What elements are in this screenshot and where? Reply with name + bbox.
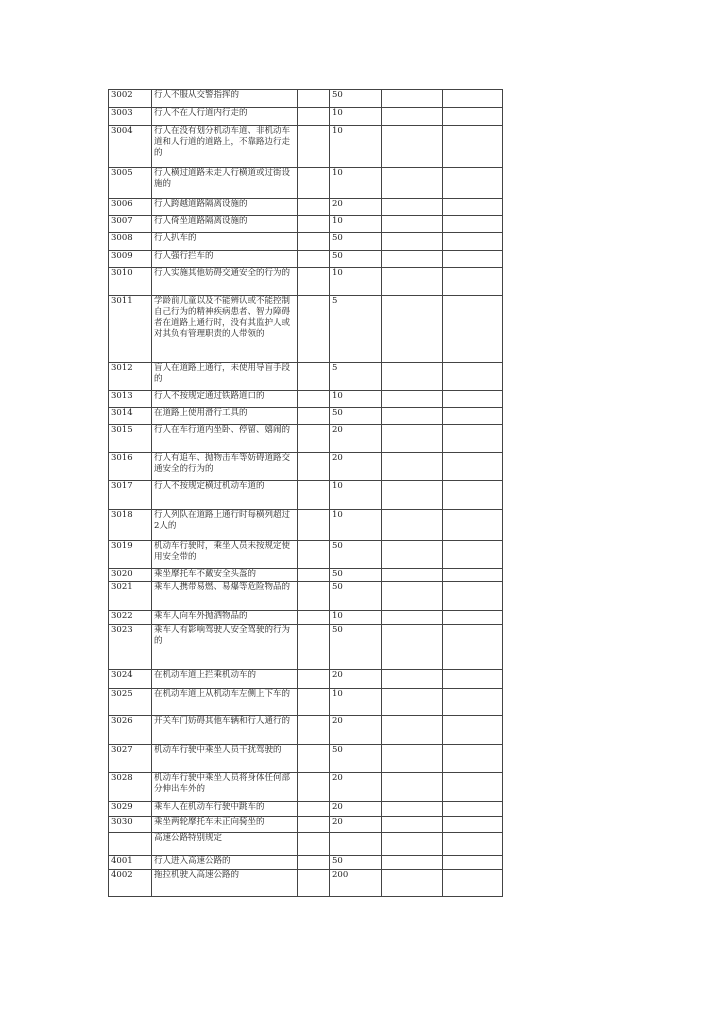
row-code: 3015 xyxy=(109,425,152,453)
row-code: 3002 xyxy=(109,90,152,108)
table-body xyxy=(109,90,503,897)
row-empty-cell xyxy=(443,611,503,625)
row-points: 20 xyxy=(330,425,382,453)
row-code: 3028 xyxy=(109,773,152,802)
row-description: 行人横过道路未走人行横道或过街设施的 xyxy=(152,168,298,199)
row-empty-cell xyxy=(382,870,443,897)
row-empty-cell xyxy=(382,108,443,126)
row-points: 50 xyxy=(330,745,382,773)
row-code: 4002 xyxy=(109,870,152,897)
table-row xyxy=(109,856,503,870)
row-code: 3007 xyxy=(109,216,152,233)
row-empty-cell xyxy=(298,233,330,251)
row-points: 20 xyxy=(330,817,382,833)
row-points: 10 xyxy=(330,689,382,716)
row-code: 3013 xyxy=(109,391,152,408)
row-empty-cell xyxy=(382,670,443,689)
row-empty-cell xyxy=(382,802,443,817)
row-empty-cell xyxy=(298,216,330,233)
row-empty-cell xyxy=(298,670,330,689)
row-empty-cell xyxy=(382,716,443,745)
row-empty-cell xyxy=(382,833,443,856)
row-empty-cell xyxy=(443,268,503,296)
row-empty-cell xyxy=(298,856,330,870)
row-empty-cell xyxy=(382,611,443,625)
row-points: 20 xyxy=(330,453,382,481)
table-row xyxy=(109,108,503,126)
row-description: 行人倚坐道路隔离设施的 xyxy=(152,216,298,233)
row-empty-cell xyxy=(298,268,330,296)
row-empty-cell xyxy=(382,745,443,773)
table-row xyxy=(109,90,503,108)
row-empty-cell xyxy=(382,268,443,296)
row-code: 3018 xyxy=(109,510,152,541)
row-empty-cell xyxy=(298,168,330,199)
row-empty-cell xyxy=(382,233,443,251)
row-points: 10 xyxy=(330,168,382,199)
row-empty-cell xyxy=(443,833,503,856)
row-description: 行人强行拦车的 xyxy=(152,251,298,268)
row-empty-cell xyxy=(298,510,330,541)
row-description: 行人有追车、抛物击车等妨碍道路交通安全的行为的 xyxy=(152,453,298,481)
row-points: 10 xyxy=(330,126,382,168)
table-row xyxy=(109,745,503,773)
row-code: 3017 xyxy=(109,481,152,510)
table-row xyxy=(109,391,503,408)
row-empty-cell xyxy=(443,745,503,773)
row-points: 10 xyxy=(330,391,382,408)
row-empty-cell xyxy=(443,689,503,716)
row-points: 10 xyxy=(330,611,382,625)
row-empty-cell xyxy=(443,363,503,391)
row-points: 10 xyxy=(330,481,382,510)
row-empty-cell xyxy=(382,453,443,481)
row-code: 3024 xyxy=(109,670,152,689)
row-points: 50 xyxy=(330,625,382,670)
row-empty-cell xyxy=(298,251,330,268)
row-empty-cell xyxy=(382,296,443,363)
row-empty-cell xyxy=(382,391,443,408)
table-row xyxy=(109,168,503,199)
row-empty-cell xyxy=(443,569,503,582)
row-code: 3020 xyxy=(109,569,152,582)
row-description: 在道路上使用滑行工具的 xyxy=(152,408,298,425)
row-points: 200 xyxy=(330,870,382,897)
row-empty-cell xyxy=(443,296,503,363)
row-points: 20 xyxy=(330,670,382,689)
row-code: 3026 xyxy=(109,716,152,745)
row-points: 50 xyxy=(330,856,382,870)
row-points: 20 xyxy=(330,802,382,817)
row-empty-cell xyxy=(298,108,330,126)
table-row xyxy=(109,481,503,510)
row-empty-cell xyxy=(382,569,443,582)
row-points: 10 xyxy=(330,108,382,126)
row-points: 20 xyxy=(330,716,382,745)
row-empty-cell xyxy=(443,108,503,126)
row-empty-cell xyxy=(443,425,503,453)
row-code: 3016 xyxy=(109,453,152,481)
row-empty-cell xyxy=(443,625,503,670)
table-row xyxy=(109,773,503,802)
row-points: 50 xyxy=(330,251,382,268)
row-description: 行人不按规定横过机动车道的 xyxy=(152,481,298,510)
row-empty-cell xyxy=(443,199,503,216)
row-empty-cell xyxy=(443,453,503,481)
row-points: 50 xyxy=(330,90,382,108)
table-row xyxy=(109,817,503,833)
row-empty-cell xyxy=(298,582,330,611)
row-empty-cell xyxy=(443,510,503,541)
table-row xyxy=(109,251,503,268)
row-empty-cell xyxy=(443,670,503,689)
row-points: 50 xyxy=(330,541,382,569)
row-empty-cell xyxy=(298,745,330,773)
table-row xyxy=(109,453,503,481)
row-empty-cell xyxy=(298,817,330,833)
row-description: 行人不在人行道内行走的 xyxy=(152,108,298,126)
row-empty-cell xyxy=(443,408,503,425)
row-empty-cell xyxy=(382,425,443,453)
row-empty-cell xyxy=(298,391,330,408)
row-empty-cell xyxy=(298,453,330,481)
fine-table xyxy=(108,89,503,897)
row-code: 3003 xyxy=(109,108,152,126)
row-empty-cell xyxy=(382,90,443,108)
table-row xyxy=(109,268,503,296)
row-empty-cell xyxy=(382,216,443,233)
table-row xyxy=(109,870,503,897)
row-points: 5 xyxy=(330,363,382,391)
row-code: 3009 xyxy=(109,251,152,268)
row-description: 乘坐摩托车不戴安全头盔的 xyxy=(152,569,298,582)
row-code: 3011 xyxy=(109,296,152,363)
row-empty-cell xyxy=(298,802,330,817)
row-empty-cell xyxy=(298,569,330,582)
row-empty-cell xyxy=(298,90,330,108)
row-empty-cell xyxy=(298,408,330,425)
row-empty-cell xyxy=(382,856,443,870)
table-row xyxy=(109,670,503,689)
row-code: 3025 xyxy=(109,689,152,716)
row-empty-cell xyxy=(298,199,330,216)
row-empty-cell xyxy=(382,168,443,199)
table-row xyxy=(109,425,503,453)
table-row xyxy=(109,689,503,716)
row-description: 机动车行驶中乘坐人员干扰驾驶的 xyxy=(152,745,298,773)
row-code: 3005 xyxy=(109,168,152,199)
row-description: 行人在车行道内坐卧、停留、嬉闹的 xyxy=(152,425,298,453)
row-code: 3010 xyxy=(109,268,152,296)
row-empty-cell xyxy=(382,582,443,611)
row-empty-cell xyxy=(443,391,503,408)
row-points: 5 xyxy=(330,296,382,363)
row-points: 10 xyxy=(330,510,382,541)
row-points: 50 xyxy=(330,408,382,425)
row-description: 机动车行驶时，乘坐人员未按规定使用安全带的 xyxy=(152,541,298,569)
table-row xyxy=(109,408,503,425)
row-empty-cell xyxy=(298,126,330,168)
row-description: 学龄前儿童以及不能辨认或不能控制自己行为的精神疾病患者、智力障碍者在道路上通行时，没有其监护人或对其负有管理职责的人带领的 xyxy=(152,296,298,363)
table-row xyxy=(109,833,503,856)
row-empty-cell xyxy=(298,689,330,716)
row-points: 50 xyxy=(330,582,382,611)
table-row xyxy=(109,716,503,745)
row-empty-cell xyxy=(382,126,443,168)
row-description: 在机动车道上拦乘机动车的 xyxy=(152,670,298,689)
row-empty-cell xyxy=(443,168,503,199)
table-row xyxy=(109,363,503,391)
row-code xyxy=(109,833,152,856)
row-code: 3030 xyxy=(109,817,152,833)
table-row xyxy=(109,126,503,168)
row-empty-cell xyxy=(382,773,443,802)
row-code: 3022 xyxy=(109,611,152,625)
table-row xyxy=(109,233,503,251)
row-description: 乘车人有影响驾驶人安全驾驶的行为的 xyxy=(152,625,298,670)
row-code: 3027 xyxy=(109,745,152,773)
row-empty-cell xyxy=(382,408,443,425)
row-description: 行人实施其他妨碍交通安全的行为的 xyxy=(152,268,298,296)
table-row xyxy=(109,510,503,541)
table-row xyxy=(109,582,503,611)
row-code: 3004 xyxy=(109,126,152,168)
table-row xyxy=(109,216,503,233)
row-code: 3019 xyxy=(109,541,152,569)
row-empty-cell xyxy=(298,425,330,453)
row-empty-cell xyxy=(443,126,503,168)
row-empty-cell xyxy=(443,716,503,745)
row-points: 50 xyxy=(330,233,382,251)
row-empty-cell xyxy=(298,481,330,510)
row-description: 拖拉机驶入高速公路的 xyxy=(152,870,298,897)
table-row xyxy=(109,625,503,670)
row-empty-cell xyxy=(298,870,330,897)
table-row xyxy=(109,611,503,625)
row-empty-cell xyxy=(443,817,503,833)
row-empty-cell xyxy=(298,625,330,670)
row-empty-cell xyxy=(443,856,503,870)
row-code: 3014 xyxy=(109,408,152,425)
row-empty-cell xyxy=(298,611,330,625)
row-code: 3029 xyxy=(109,802,152,817)
row-description: 乘车人携带易燃、易爆等危险物品的 xyxy=(152,582,298,611)
row-empty-cell xyxy=(382,689,443,716)
row-empty-cell xyxy=(382,510,443,541)
row-code: 3008 xyxy=(109,233,152,251)
row-empty-cell xyxy=(382,481,443,510)
row-code: 3023 xyxy=(109,625,152,670)
row-description: 行人进入高速公路的 xyxy=(152,856,298,870)
row-description: 乘车人在机动车行驶中跳车的 xyxy=(152,802,298,817)
row-description: 高速公路特别规定 xyxy=(152,833,298,856)
row-empty-cell xyxy=(298,833,330,856)
row-empty-cell xyxy=(382,817,443,833)
row-empty-cell xyxy=(443,481,503,510)
row-description: 机动车行驶中乘坐人员将身体任何部分伸出车外的 xyxy=(152,773,298,802)
row-empty-cell xyxy=(298,296,330,363)
row-code: 3012 xyxy=(109,363,152,391)
row-empty-cell xyxy=(443,870,503,897)
row-empty-cell xyxy=(382,363,443,391)
table-row xyxy=(109,199,503,216)
row-description: 行人不按规定通过铁路道口的 xyxy=(152,391,298,408)
row-empty-cell xyxy=(443,233,503,251)
table-row xyxy=(109,802,503,817)
row-description: 乘坐两轮摩托车未正向骑坐的 xyxy=(152,817,298,833)
row-empty-cell xyxy=(443,251,503,268)
row-description: 在机动车道上从机动车左侧上下车的 xyxy=(152,689,298,716)
row-empty-cell xyxy=(443,582,503,611)
row-description: 行人不服从交警指挥的 xyxy=(152,90,298,108)
row-code: 3006 xyxy=(109,199,152,216)
row-empty-cell xyxy=(443,216,503,233)
row-points: 20 xyxy=(330,773,382,802)
table-row xyxy=(109,569,503,582)
row-points: 20 xyxy=(330,199,382,216)
row-empty-cell xyxy=(298,716,330,745)
row-description: 开关车门妨碍其他车辆和行人通行的 xyxy=(152,716,298,745)
row-code: 4001 xyxy=(109,856,152,870)
row-empty-cell xyxy=(298,363,330,391)
row-description: 行人扒车的 xyxy=(152,233,298,251)
row-empty-cell xyxy=(443,541,503,569)
row-empty-cell xyxy=(443,773,503,802)
row-code: 3021 xyxy=(109,582,152,611)
row-description: 盲人在道路上通行，未使用导盲手段的 xyxy=(152,363,298,391)
row-description: 行人在没有划分机动车道、非机动车道和人行道的道路上，不靠路边行走的 xyxy=(152,126,298,168)
row-empty-cell xyxy=(382,541,443,569)
row-empty-cell xyxy=(382,625,443,670)
row-empty-cell xyxy=(298,541,330,569)
row-description: 乘车人向车外抛洒物品的 xyxy=(152,611,298,625)
row-points: 10 xyxy=(330,216,382,233)
row-empty-cell xyxy=(443,90,503,108)
row-empty-cell xyxy=(382,251,443,268)
row-points: 50 xyxy=(330,569,382,582)
row-description: 行人列队在道路上通行时每横列超过2人的 xyxy=(152,510,298,541)
table-row xyxy=(109,541,503,569)
row-empty-cell xyxy=(443,802,503,817)
table-row xyxy=(109,296,503,363)
row-points xyxy=(330,833,382,856)
row-empty-cell xyxy=(298,773,330,802)
row-description: 行人跨越道路隔离设施的 xyxy=(152,199,298,216)
row-empty-cell xyxy=(382,199,443,216)
row-points: 10 xyxy=(330,268,382,296)
